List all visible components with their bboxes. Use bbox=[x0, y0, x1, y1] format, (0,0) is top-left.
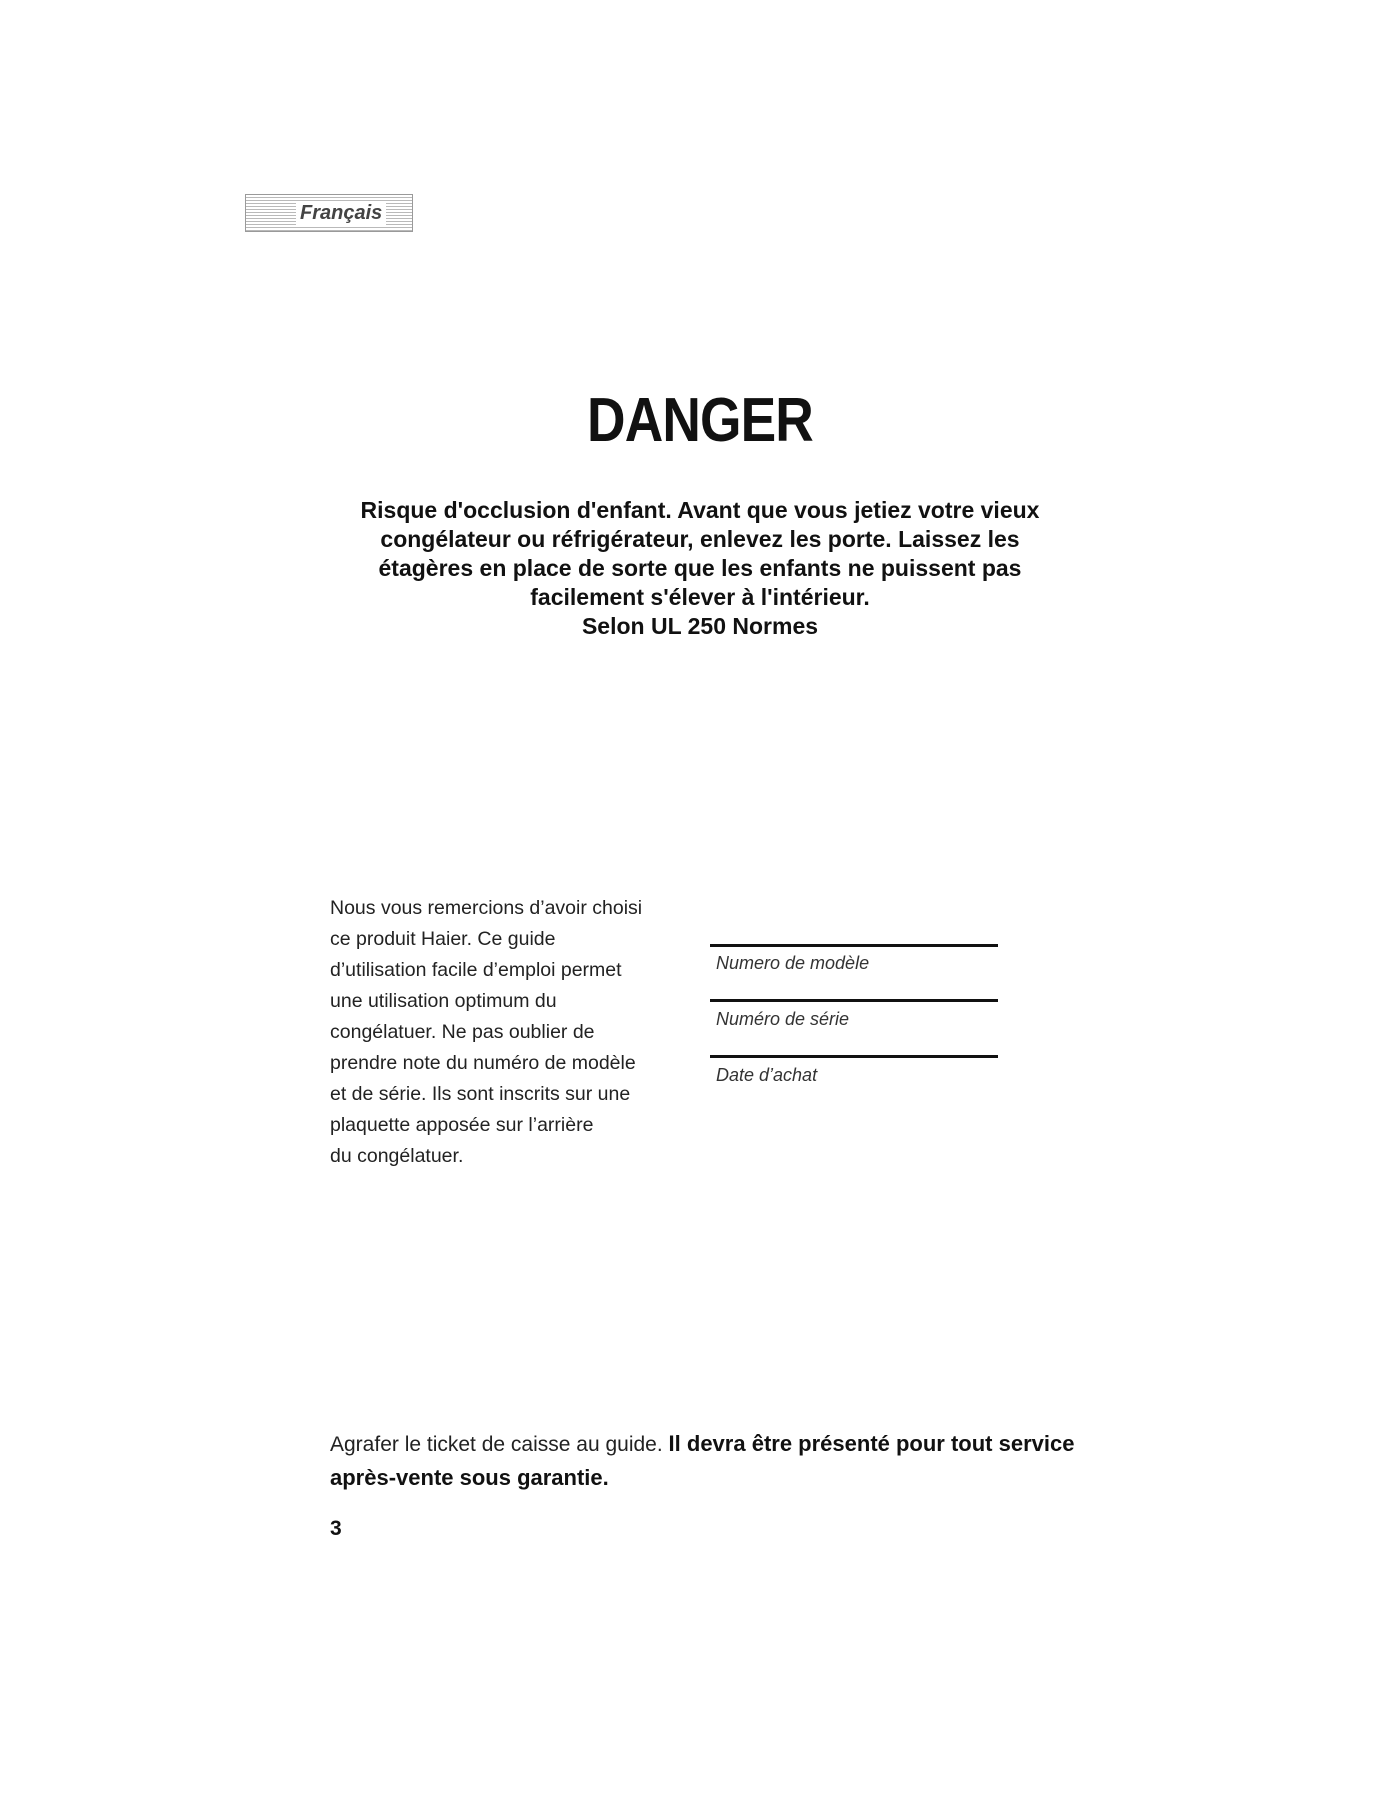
warranty-note-text: Il devra être présenté pour tout service après-vente sous garantie. bbox=[330, 1431, 1075, 1490]
language-tab bbox=[245, 194, 413, 232]
danger-title: DANGER bbox=[587, 386, 813, 455]
purchase-date-label: Date d’achat bbox=[716, 1065, 818, 1085]
page-number: 3 bbox=[330, 1517, 342, 1540]
intro-paragraph bbox=[330, 893, 690, 1172]
intro-line: ce produit Haier. Ce guide bbox=[330, 928, 556, 950]
intro-line: congélatuer. Ne pas oublier de bbox=[330, 1021, 595, 1043]
intro-line: et de série. Ils sont inscrits sur une bbox=[330, 1083, 631, 1105]
warning-line: Risque d'occlusion d'enfant. Avant que vous jetiez votre vieux bbox=[360, 497, 1040, 523]
purchase-date-line bbox=[710, 1055, 998, 1058]
model-number-line bbox=[710, 944, 998, 947]
intro-line: du congélatuer. bbox=[330, 1145, 464, 1167]
serial-number-line bbox=[710, 999, 998, 1002]
intro-line: plaquette apposée sur l’arrière bbox=[330, 1114, 594, 1136]
receipt-note-text: Agrafer le ticket de caisse au guide. bbox=[330, 1433, 663, 1456]
intro-line: d’utilisation facile d’emploi permet bbox=[330, 959, 622, 981]
warning-line: facilement s'élever à l'intérieur. bbox=[530, 584, 870, 610]
receipt-note bbox=[330, 1427, 1090, 1495]
intro-line: Nous vous remercions d’avoir choisi bbox=[330, 897, 643, 919]
model-number-label: Numero de modèle bbox=[716, 953, 870, 973]
intro-line: prendre note du numéro de modèle bbox=[330, 1052, 636, 1074]
warning-standard-line: Selon UL 250 Normes bbox=[581, 613, 819, 639]
intro-line: une utilisation optimum du bbox=[330, 990, 557, 1012]
serial-number-label: Numéro de série bbox=[716, 1009, 850, 1029]
warning-line: congélateur ou réfrigérateur, enlevez les porte. Laissez les bbox=[380, 526, 1020, 552]
warning-line: étagères en place de sorte que les enfants ne puissent pas bbox=[378, 555, 1022, 581]
danger-warning bbox=[300, 496, 1100, 641]
language-tab-label: Français bbox=[296, 201, 386, 225]
